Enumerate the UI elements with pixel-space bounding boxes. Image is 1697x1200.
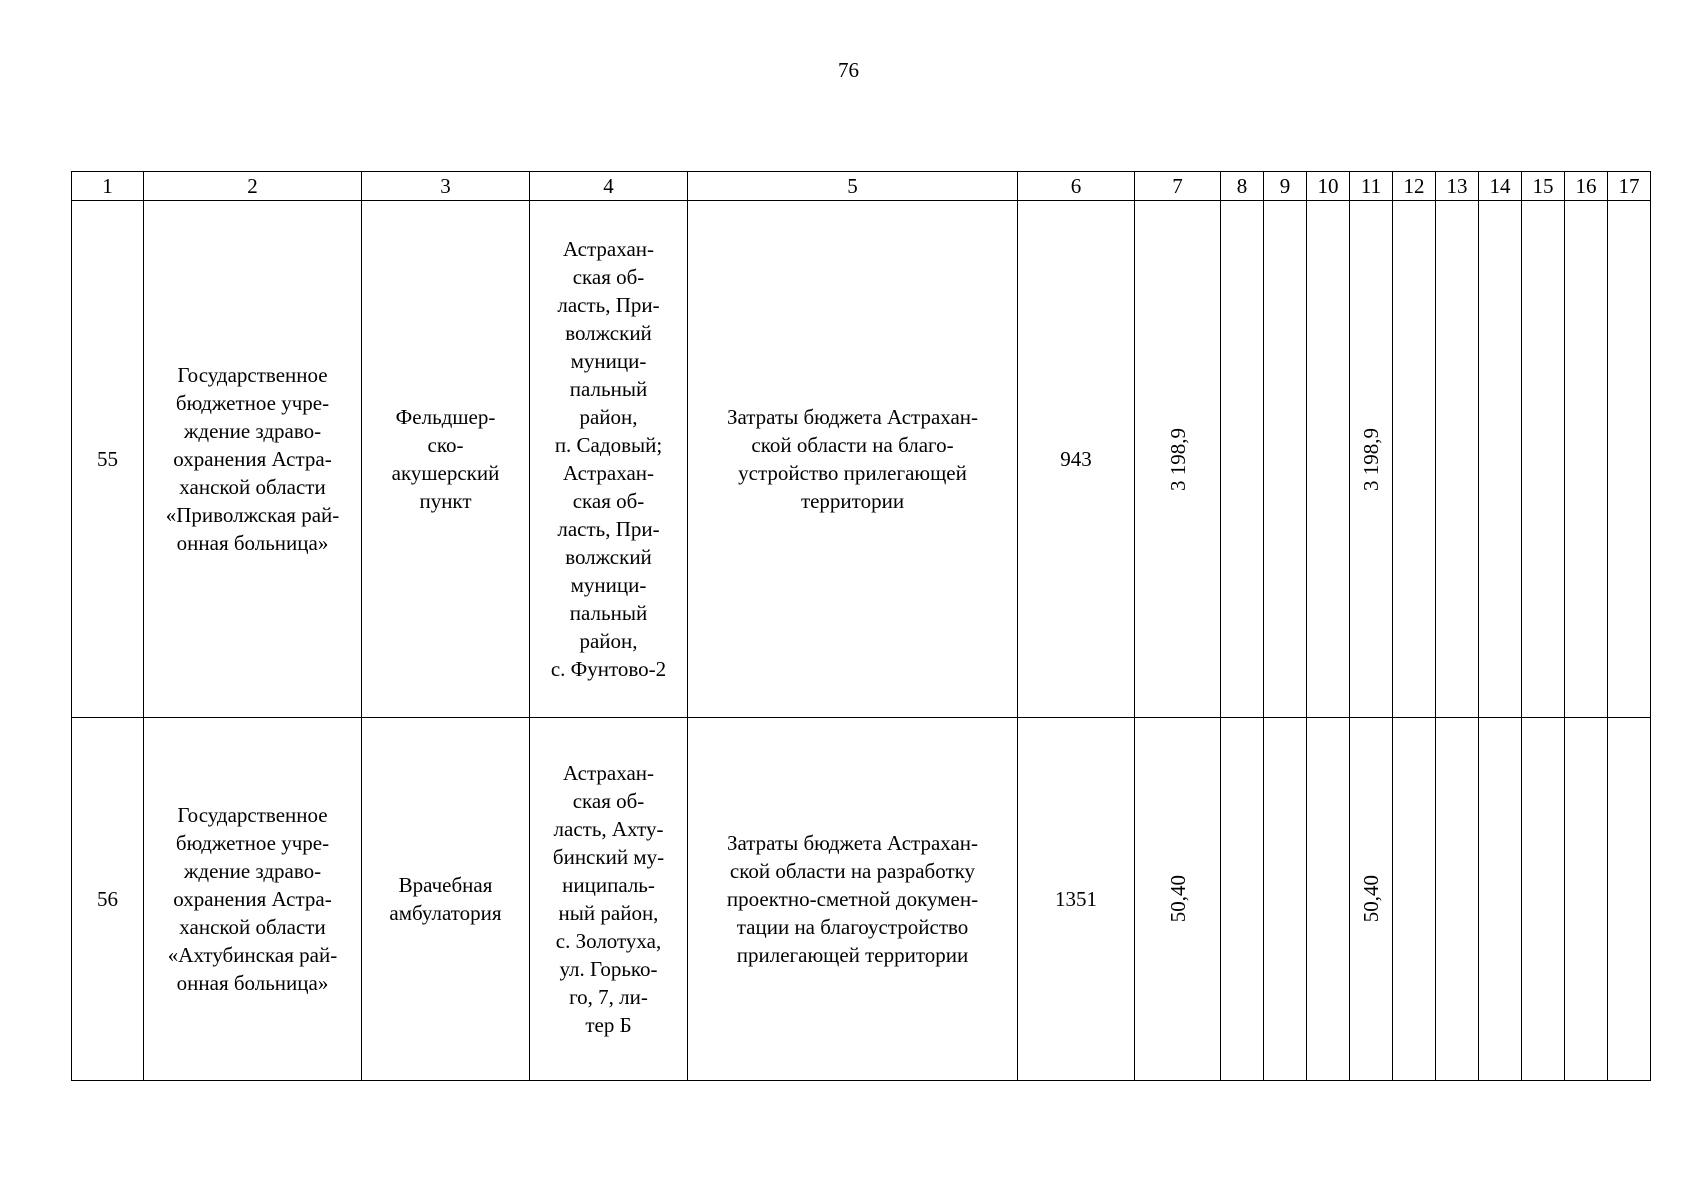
page-number: 76 (838, 58, 859, 82)
value-cell-11 (1350, 201, 1393, 718)
column-header-3: 3 (362, 172, 530, 201)
value-cell-6: 1351 (1018, 718, 1135, 1081)
value-cell-16 (1565, 201, 1608, 718)
value-cell-17 (1608, 201, 1651, 718)
value-cell-9 (1264, 201, 1307, 718)
address-cell: Астрахан- ская об- ласть, Ахту- бинский му- ниципаль- ный район, с. Золотуха, ул. Горько- го, 7, ли- тер Б (530, 718, 688, 1081)
table-row (72, 201, 1651, 718)
row-number-cell: 55 (72, 201, 144, 718)
value-cell-13 (1436, 718, 1479, 1081)
facility-cell: Фельдшер- ско- акушерский пункт (362, 201, 530, 718)
column-header-5: 5 (688, 172, 1018, 201)
column-header-1: 1 (72, 172, 144, 201)
address-cell: Астрахан- ская об- ласть, При- волжский муници- пальный район, п. Садовый; Астрахан- ская об- ласть, При- волжский муници- пальный район, с. Фунтово-2 (530, 201, 688, 718)
institution-cell: Государственное бюджетное учре- ждение здраво- охранения Астра- ханской области «Приволжская рай- онная больница» (144, 201, 362, 718)
column-header-14: 14 (1479, 172, 1522, 201)
value-cell-6: 943 (1018, 201, 1135, 718)
value-cell-15 (1522, 201, 1565, 718)
value-cell-10 (1307, 718, 1350, 1081)
value-cell-8 (1221, 718, 1264, 1081)
column-header-15: 15 (1522, 172, 1565, 201)
value-cell-8 (1221, 201, 1264, 718)
column-header-2: 2 (144, 172, 362, 201)
facility-cell: Врачебная амбулатория (362, 718, 530, 1081)
data-table (71, 171, 1651, 1081)
column-header-16: 16 (1565, 172, 1608, 201)
description-cell: Затраты бюджета Астрахан- ской области на разработку проектно-сметной докумен- тации на благоустройство прилегающей территории (688, 718, 1018, 1081)
column-header-12: 12 (1393, 172, 1436, 201)
value-cell-15 (1522, 718, 1565, 1081)
value-cell-7 (1135, 718, 1221, 1081)
header-row (72, 172, 1651, 201)
column-header-10: 10 (1307, 172, 1350, 201)
column-header-17: 17 (1608, 172, 1651, 201)
column-header-11: 11 (1350, 172, 1393, 201)
value-11-vertical-text: 3 198,9 (1359, 427, 1383, 491)
value-cell-7 (1135, 201, 1221, 718)
column-header-13: 13 (1436, 172, 1479, 201)
description-cell: Затраты бюджета Астрахан- ской области на благо- устройство прилегающей территории (688, 201, 1018, 718)
value-cell-16 (1565, 718, 1608, 1081)
column-header-6: 6 (1018, 172, 1135, 201)
column-header-8: 8 (1221, 172, 1264, 201)
value-7-vertical-text: 50,40 (1165, 875, 1190, 923)
column-header-9: 9 (1264, 172, 1307, 201)
value-7-vertical-text: 3 198,9 (1165, 427, 1190, 491)
institution-cell: Государственное бюджетное учре- ждение здраво- охранения Астра- ханской области «Ахтубинская рай- онная больница» (144, 718, 362, 1081)
value-cell-12 (1393, 718, 1436, 1081)
column-header-7: 7 (1135, 172, 1221, 201)
value-cell-13 (1436, 201, 1479, 718)
value-cell-14 (1479, 718, 1522, 1081)
value-cell-12 (1393, 201, 1436, 718)
value-11-vertical-text: 50,40 (1359, 875, 1383, 923)
table-row (72, 718, 1651, 1081)
column-header-4: 4 (530, 172, 688, 201)
value-cell-10 (1307, 201, 1350, 718)
row-number-cell: 56 (72, 718, 144, 1081)
value-cell-9 (1264, 718, 1307, 1081)
value-cell-17 (1608, 718, 1651, 1081)
value-cell-11 (1350, 718, 1393, 1081)
value-cell-14 (1479, 201, 1522, 718)
